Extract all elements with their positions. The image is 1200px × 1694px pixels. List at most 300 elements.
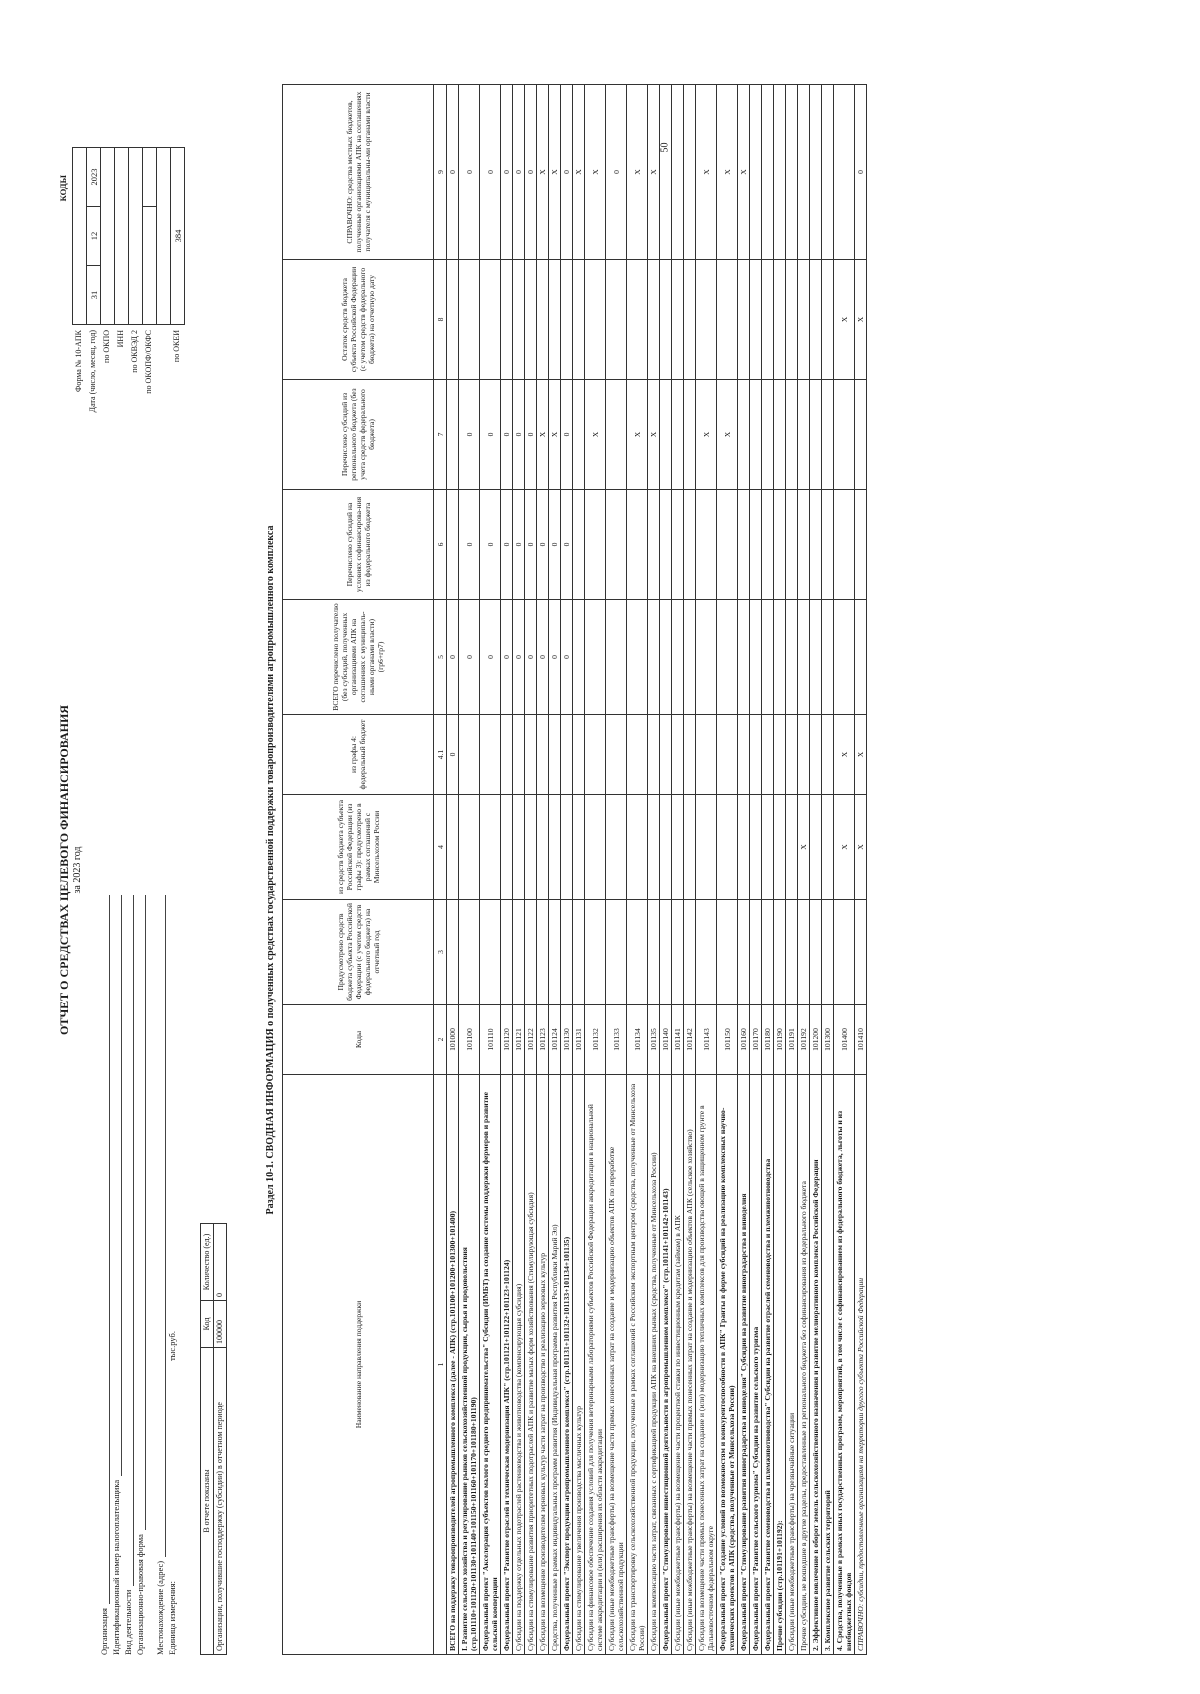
row-value[interactable]: 0 — [525, 600, 537, 715]
row-value[interactable]: 0 — [447, 85, 459, 260]
row-value[interactable] — [822, 715, 834, 795]
legal-form-field[interactable] — [135, 895, 146, 1530]
row-value[interactable] — [672, 795, 684, 900]
row-value[interactable] — [762, 85, 774, 260]
row-value[interactable]: 0 — [480, 85, 501, 260]
row-value[interactable] — [762, 715, 774, 795]
row-value[interactable] — [774, 260, 786, 380]
col-number: 9 — [434, 85, 447, 260]
row-value[interactable] — [855, 900, 867, 1005]
row-value[interactable] — [537, 795, 549, 900]
row-value[interactable] — [762, 795, 774, 900]
row-value[interactable] — [672, 85, 684, 260]
row-value[interactable]: 0 — [855, 85, 867, 260]
date-month[interactable]: 12 — [87, 207, 101, 266]
row-value[interactable]: 0 — [561, 600, 573, 715]
row-value[interactable]: 0 — [525, 380, 537, 490]
row-value[interactable] — [786, 900, 798, 1005]
row-value[interactable] — [513, 900, 525, 1005]
row-code: 101400 — [834, 1005, 855, 1075]
row-value[interactable] — [627, 260, 648, 380]
row-value[interactable] — [822, 795, 834, 900]
row-value[interactable] — [672, 715, 684, 795]
code-label: по ОКОПФ/ОКФС — [144, 330, 153, 394]
row-value[interactable] — [537, 900, 549, 1005]
row-value[interactable]: X — [855, 260, 867, 380]
row-value[interactable] — [750, 380, 762, 490]
row-value[interactable] — [738, 380, 750, 490]
row-value[interactable] — [738, 260, 750, 380]
row-value[interactable]: X — [696, 380, 717, 490]
row-code: 101123 — [537, 1005, 549, 1075]
row-value[interactable] — [606, 600, 627, 715]
row-value[interactable] — [648, 490, 660, 600]
row-value[interactable] — [606, 260, 627, 380]
row-value[interactable]: 0 — [549, 600, 561, 715]
row-value[interactable] — [660, 795, 672, 900]
row-name: Федеральный проект "Экспорт продукции агропромышленного комплекса" (стр.101131+101132+101133+101134+101135) — [561, 1075, 573, 1655]
okpo-cell[interactable] — [101, 148, 115, 325]
row-value[interactable] — [750, 795, 762, 900]
row-value[interactable] — [834, 85, 855, 260]
row-value[interactable] — [672, 260, 684, 380]
row-value[interactable] — [549, 900, 561, 1005]
row-value[interactable] — [648, 900, 660, 1005]
row-value[interactable] — [684, 260, 696, 380]
row-value[interactable] — [606, 795, 627, 900]
row-value[interactable]: 0 — [447, 600, 459, 715]
row-value[interactable]: X — [717, 85, 738, 260]
col-number: 8 — [434, 260, 447, 380]
row-value[interactable] — [606, 900, 627, 1005]
row-value[interactable]: 0 — [525, 490, 537, 600]
rotated-report-page — [50, 85, 1155, 1655]
legal-form-label: Организационно-правовая форма — [135, 1534, 145, 1655]
table-row — [627, 85, 648, 1655]
col-regional: Перечислено субсидий из регионального бюджета (без учета средств федерального бюджета) — [283, 380, 434, 490]
okei-cell[interactable]: 384 — [171, 148, 185, 325]
inn-label: Идентификационный номер налогоплательщика — [111, 1479, 121, 1655]
row-value[interactable] — [459, 715, 480, 795]
row-value[interactable] — [660, 900, 672, 1005]
row-value[interactable] — [627, 490, 648, 600]
units-col-shown: В отчете показаны — [201, 1348, 214, 1655]
row-value[interactable] — [561, 260, 573, 380]
row-value[interactable]: 0 — [459, 380, 480, 490]
row-value[interactable] — [762, 380, 774, 490]
row-value[interactable] — [573, 260, 585, 380]
row-value[interactable] — [696, 490, 717, 600]
row-name: 3. Комплексное развитие сельских территорий — [822, 1075, 834, 1655]
row-value[interactable]: X — [537, 380, 549, 490]
row-value[interactable] — [573, 380, 585, 490]
row-value[interactable] — [810, 715, 822, 795]
row-value[interactable] — [798, 715, 810, 795]
row-value[interactable] — [774, 600, 786, 715]
row-value[interactable] — [585, 795, 606, 900]
row-value[interactable] — [822, 260, 834, 380]
row-value[interactable] — [525, 900, 537, 1005]
row-value[interactable] — [774, 85, 786, 260]
row-value[interactable] — [834, 490, 855, 600]
row-value[interactable] — [648, 260, 660, 380]
code-label: Форма № 10-АПК — [74, 330, 83, 392]
row-value[interactable]: 0 — [561, 85, 573, 260]
col-name: Наименование направления поддержки — [283, 1075, 434, 1655]
row-value[interactable] — [810, 490, 822, 600]
row-value[interactable] — [573, 795, 585, 900]
row-value[interactable] — [447, 490, 459, 600]
row-value[interactable]: 0 — [480, 600, 501, 715]
table-row — [501, 85, 513, 1655]
row-value[interactable]: X — [573, 85, 585, 260]
row-value[interactable]: X — [585, 380, 606, 490]
inn-cell[interactable] — [115, 148, 129, 325]
row-value[interactable]: X — [696, 85, 717, 260]
row-value[interactable] — [810, 260, 822, 380]
row-value[interactable] — [717, 900, 738, 1005]
row-value[interactable] — [774, 490, 786, 600]
organization-field[interactable] — [99, 895, 110, 1604]
row-value[interactable] — [561, 900, 573, 1005]
row-value[interactable] — [750, 715, 762, 795]
row-name: Субсидии на поддержку отдельных подотраслей растениеводства и животноводства (компенсирующая субсидия) — [513, 1075, 525, 1655]
row-value[interactable] — [717, 795, 738, 900]
row-value[interactable] — [786, 380, 798, 490]
row-value[interactable] — [684, 490, 696, 600]
col-agreements: из средств бюджета субъекта Российской Федерации (из графы 3): предусмотрено в рамках соглашений с Минсельхозом России — [283, 795, 434, 900]
row-value[interactable] — [549, 795, 561, 900]
row-value[interactable] — [537, 715, 549, 795]
row-value[interactable] — [660, 490, 672, 600]
row-value[interactable] — [585, 900, 606, 1005]
row-value[interactable] — [459, 900, 480, 1005]
row-value[interactable] — [480, 260, 501, 380]
row-value[interactable] — [561, 795, 573, 900]
row-value[interactable] — [660, 380, 672, 490]
row-value[interactable] — [822, 490, 834, 600]
okved-cell[interactable] — [129, 148, 143, 325]
row-value[interactable] — [855, 380, 867, 490]
row-value[interactable] — [798, 260, 810, 380]
row-value[interactable] — [660, 85, 672, 260]
row-value[interactable] — [834, 900, 855, 1005]
row-value[interactable] — [774, 715, 786, 795]
row-value[interactable] — [627, 795, 648, 900]
row-value[interactable]: 0 — [561, 380, 573, 490]
row-name: 4. Средства, полученные в рамках иных государственных программ, мероприятий, в том числе с софинансированием из федерального бюджета, льготы и из внебюджетных фондов — [834, 1075, 855, 1655]
row-value[interactable]: X — [738, 85, 750, 260]
row-value[interactable]: X — [834, 715, 855, 795]
col-number: 2 — [434, 1005, 447, 1075]
row-value[interactable] — [501, 900, 513, 1005]
row-value[interactable] — [585, 600, 606, 715]
row-code: 101140 — [660, 1005, 672, 1075]
row-value[interactable] — [660, 260, 672, 380]
row-value[interactable] — [537, 260, 549, 380]
row-value[interactable] — [696, 900, 717, 1005]
units-col-code: Код — [201, 1301, 214, 1348]
row-name: Субсидии на компенсацию части затрат, связанных с сертификацией продукции АПК на внешних рынках (средства, полученные от Минсельхоза России) — [648, 1075, 660, 1655]
row-value[interactable] — [459, 795, 480, 900]
row-value[interactable] — [447, 795, 459, 900]
col-cofinanced: Перечислено субсидий на условиях софинансирова-ния из федерального бюджета — [283, 490, 434, 600]
row-value[interactable] — [750, 85, 762, 260]
row-code: 101192 — [798, 1005, 810, 1075]
row-value[interactable]: X — [585, 85, 606, 260]
row-name: Федеральный проект "Развитие сельского туризма" Субсидии на развитие сельского туризма — [750, 1075, 762, 1655]
row-value[interactable] — [672, 380, 684, 490]
row-value[interactable]: X — [627, 85, 648, 260]
row-value[interactable]: X — [627, 380, 648, 490]
row-value[interactable]: X — [798, 795, 810, 900]
support-table — [282, 84, 867, 1655]
row-value[interactable] — [717, 490, 738, 600]
okfs-cell[interactable] — [143, 148, 157, 207]
date-day[interactable]: 31 — [87, 266, 101, 325]
row-value[interactable] — [684, 715, 696, 795]
row-value[interactable]: 0 — [513, 380, 525, 490]
row-value[interactable]: 0 — [513, 600, 525, 715]
inn-field[interactable] — [111, 895, 122, 1476]
row-value[interactable] — [573, 715, 585, 795]
row-value[interactable] — [798, 380, 810, 490]
row-value[interactable] — [585, 715, 606, 795]
row-value[interactable] — [798, 900, 810, 1005]
row-name: Федеральный проект "Стимулирование развития виноградарства и виноделия" Субсидии на развитие виноградарства и виноделия — [738, 1075, 750, 1655]
row-value[interactable]: 0 — [459, 490, 480, 600]
row-value[interactable] — [513, 260, 525, 380]
row-value[interactable]: 0 — [561, 490, 573, 600]
row-value[interactable]: 0 — [537, 600, 549, 715]
row-value[interactable] — [834, 380, 855, 490]
row-value[interactable] — [774, 795, 786, 900]
row-value[interactable]: X — [549, 85, 561, 260]
row-value[interactable] — [822, 380, 834, 490]
row-value[interactable] — [660, 600, 672, 715]
units-col-count: Количество (ед.) — [201, 1224, 214, 1301]
row-value[interactable] — [696, 600, 717, 715]
row-value[interactable] — [717, 600, 738, 715]
row-value[interactable] — [606, 490, 627, 600]
codes-labels — [72, 330, 184, 505]
row-value[interactable] — [786, 85, 798, 260]
row-value[interactable] — [573, 600, 585, 715]
row-value[interactable] — [762, 260, 774, 380]
row-value[interactable] — [501, 260, 513, 380]
code-label: по ОКВЭД 2 — [130, 330, 139, 373]
row-value[interactable] — [561, 715, 573, 795]
row-value[interactable] — [810, 85, 822, 260]
row-name: Субсидии на финансовое обеспечение создания условий для получения ветеринарными лабораториями субъектов Российской Федерации аккредитации в национальной системе аккредитации и (или) расширения их области аккредитации — [585, 1075, 606, 1655]
row-value[interactable] — [822, 85, 834, 260]
row-value[interactable] — [672, 600, 684, 715]
row-value[interactable] — [684, 85, 696, 260]
row-value[interactable] — [786, 490, 798, 600]
row-value[interactable] — [501, 795, 513, 900]
row-value[interactable] — [627, 715, 648, 795]
row-value[interactable]: 0 — [447, 715, 459, 795]
row-value[interactable] — [525, 715, 537, 795]
col-reference-local: СПРАВОЧНО: средства местных бюджетов, полученные организациями АПК на соглашениях получателя с муниципальны-ми органами власти — [283, 85, 434, 260]
row-value[interactable] — [549, 715, 561, 795]
row-value[interactable] — [738, 900, 750, 1005]
row-value[interactable]: 0 — [537, 490, 549, 600]
row-value[interactable] — [717, 260, 738, 380]
okopf-cell[interactable] — [143, 207, 157, 325]
row-value[interactable]: X — [549, 380, 561, 490]
row-value[interactable] — [750, 900, 762, 1005]
col-total-transferred: ВСЕГО перечислено получателю (без субсидий, полученных организациями АПК на соглашениях с муниципаль-ными органами власти) (гр6+гр7) — [283, 600, 434, 715]
organization-header — [98, 895, 178, 1655]
code-label: по ОКПО — [102, 330, 111, 363]
row-value[interactable]: 0 — [459, 600, 480, 715]
row-value[interactable] — [696, 715, 717, 795]
row-value[interactable] — [480, 795, 501, 900]
row-value[interactable] — [786, 795, 798, 900]
row-value[interactable]: X — [834, 795, 855, 900]
row-value[interactable] — [684, 600, 696, 715]
row-value[interactable] — [750, 260, 762, 380]
column-numbers-row — [434, 85, 447, 1655]
row-value[interactable] — [855, 490, 867, 600]
activity-field[interactable] — [123, 895, 134, 1586]
row-value[interactable] — [786, 260, 798, 380]
row-value[interactable] — [627, 900, 648, 1005]
row-value[interactable] — [648, 795, 660, 900]
codes-block — [58, 85, 183, 505]
table-row — [573, 85, 585, 1655]
row-value[interactable] — [447, 260, 459, 380]
row-value[interactable]: X — [717, 380, 738, 490]
location-field[interactable] — [155, 895, 166, 1557]
row-value[interactable] — [480, 900, 501, 1005]
row-code: 101121 — [513, 1005, 525, 1075]
row-value[interactable]: 0 — [525, 85, 537, 260]
table-row — [798, 85, 810, 1655]
row-value[interactable] — [810, 600, 822, 715]
row-value[interactable] — [648, 715, 660, 795]
row-value[interactable]: 0 — [501, 600, 513, 715]
row-value[interactable] — [525, 795, 537, 900]
row-value[interactable] — [810, 795, 822, 900]
table-row — [786, 85, 798, 1655]
header-row — [283, 85, 434, 1655]
col-code: Коды — [283, 1005, 434, 1075]
row-value[interactable]: 0 — [480, 380, 501, 490]
row-value[interactable] — [774, 900, 786, 1005]
col-number: 4 — [434, 795, 447, 900]
row-value[interactable] — [459, 260, 480, 380]
row-value[interactable] — [606, 380, 627, 490]
row-value[interactable]: X — [648, 85, 660, 260]
row-value[interactable] — [573, 900, 585, 1005]
row-value[interactable] — [774, 380, 786, 490]
row-value[interactable]: 0 — [606, 85, 627, 260]
row-value[interactable]: X — [537, 85, 549, 260]
row-value[interactable] — [762, 900, 774, 1005]
row-value[interactable] — [717, 715, 738, 795]
row-value[interactable] — [585, 260, 606, 380]
row-value[interactable] — [606, 715, 627, 795]
row-value[interactable] — [573, 490, 585, 600]
row-value[interactable] — [480, 715, 501, 795]
units-row-value[interactable]: 0 — [214, 1224, 227, 1301]
table-row — [537, 85, 549, 1655]
row-value[interactable] — [684, 900, 696, 1005]
row-value[interactable]: 0 — [501, 380, 513, 490]
row-value[interactable] — [648, 600, 660, 715]
date-year[interactable]: 2023 — [87, 148, 101, 207]
row-value[interactable]: 0 — [549, 490, 561, 600]
row-value[interactable] — [834, 600, 855, 715]
row-value[interactable] — [672, 900, 684, 1005]
row-value[interactable] — [822, 600, 834, 715]
row-value[interactable] — [750, 490, 762, 600]
row-value[interactable]: X — [648, 380, 660, 490]
row-value[interactable] — [696, 795, 717, 900]
row-value[interactable]: 0 — [501, 85, 513, 260]
row-value[interactable]: X — [855, 715, 867, 795]
row-value[interactable] — [798, 600, 810, 715]
row-value[interactable] — [810, 380, 822, 490]
row-value[interactable] — [513, 795, 525, 900]
row-value[interactable] — [738, 795, 750, 900]
row-value[interactable] — [798, 85, 810, 260]
row-code: 101130 — [561, 1005, 573, 1075]
row-value[interactable] — [525, 260, 537, 380]
row-value[interactable]: 0 — [513, 85, 525, 260]
row-value[interactable] — [513, 715, 525, 795]
row-value[interactable]: 0 — [459, 85, 480, 260]
row-value[interactable] — [627, 600, 648, 715]
row-value[interactable] — [696, 260, 717, 380]
row-value[interactable]: X — [855, 795, 867, 900]
row-value[interactable] — [684, 795, 696, 900]
row-value[interactable] — [786, 600, 798, 715]
row-value[interactable] — [738, 715, 750, 795]
row-value[interactable] — [660, 715, 672, 795]
table-row — [672, 85, 684, 1655]
row-value[interactable] — [810, 900, 822, 1005]
row-value[interactable] — [762, 490, 774, 600]
row-value[interactable] — [855, 600, 867, 715]
row-value[interactable] — [684, 380, 696, 490]
row-value[interactable] — [738, 600, 750, 715]
row-value[interactable]: X — [834, 260, 855, 380]
row-value[interactable] — [447, 900, 459, 1005]
row-value[interactable] — [447, 380, 459, 490]
row-value[interactable] — [549, 260, 561, 380]
row-value[interactable] — [501, 715, 513, 795]
row-code: 101122 — [525, 1005, 537, 1075]
row-value[interactable] — [786, 715, 798, 795]
row-value[interactable] — [798, 490, 810, 600]
table-row — [717, 85, 738, 1655]
row-name: Субсидии на возмещение производителям зерновых культур части затрат на производство и реализацию зерновых культур — [537, 1075, 549, 1655]
table-body — [447, 85, 867, 1655]
row-value[interactable]: 0 — [513, 490, 525, 600]
row-value[interactable] — [822, 900, 834, 1005]
row-value[interactable] — [762, 600, 774, 715]
row-value[interactable] — [750, 600, 762, 715]
row-value[interactable] — [672, 490, 684, 600]
row-value[interactable]: 0 — [480, 490, 501, 600]
row-value[interactable] — [585, 490, 606, 600]
row-value[interactable]: 0 — [501, 490, 513, 600]
row-value[interactable] — [738, 490, 750, 600]
row-name: Субсидии на стимулирование развития приоритетных подотраслей АПК и развитие малых форм хозяйствования (Стимулирующая субсидия) — [525, 1075, 537, 1655]
